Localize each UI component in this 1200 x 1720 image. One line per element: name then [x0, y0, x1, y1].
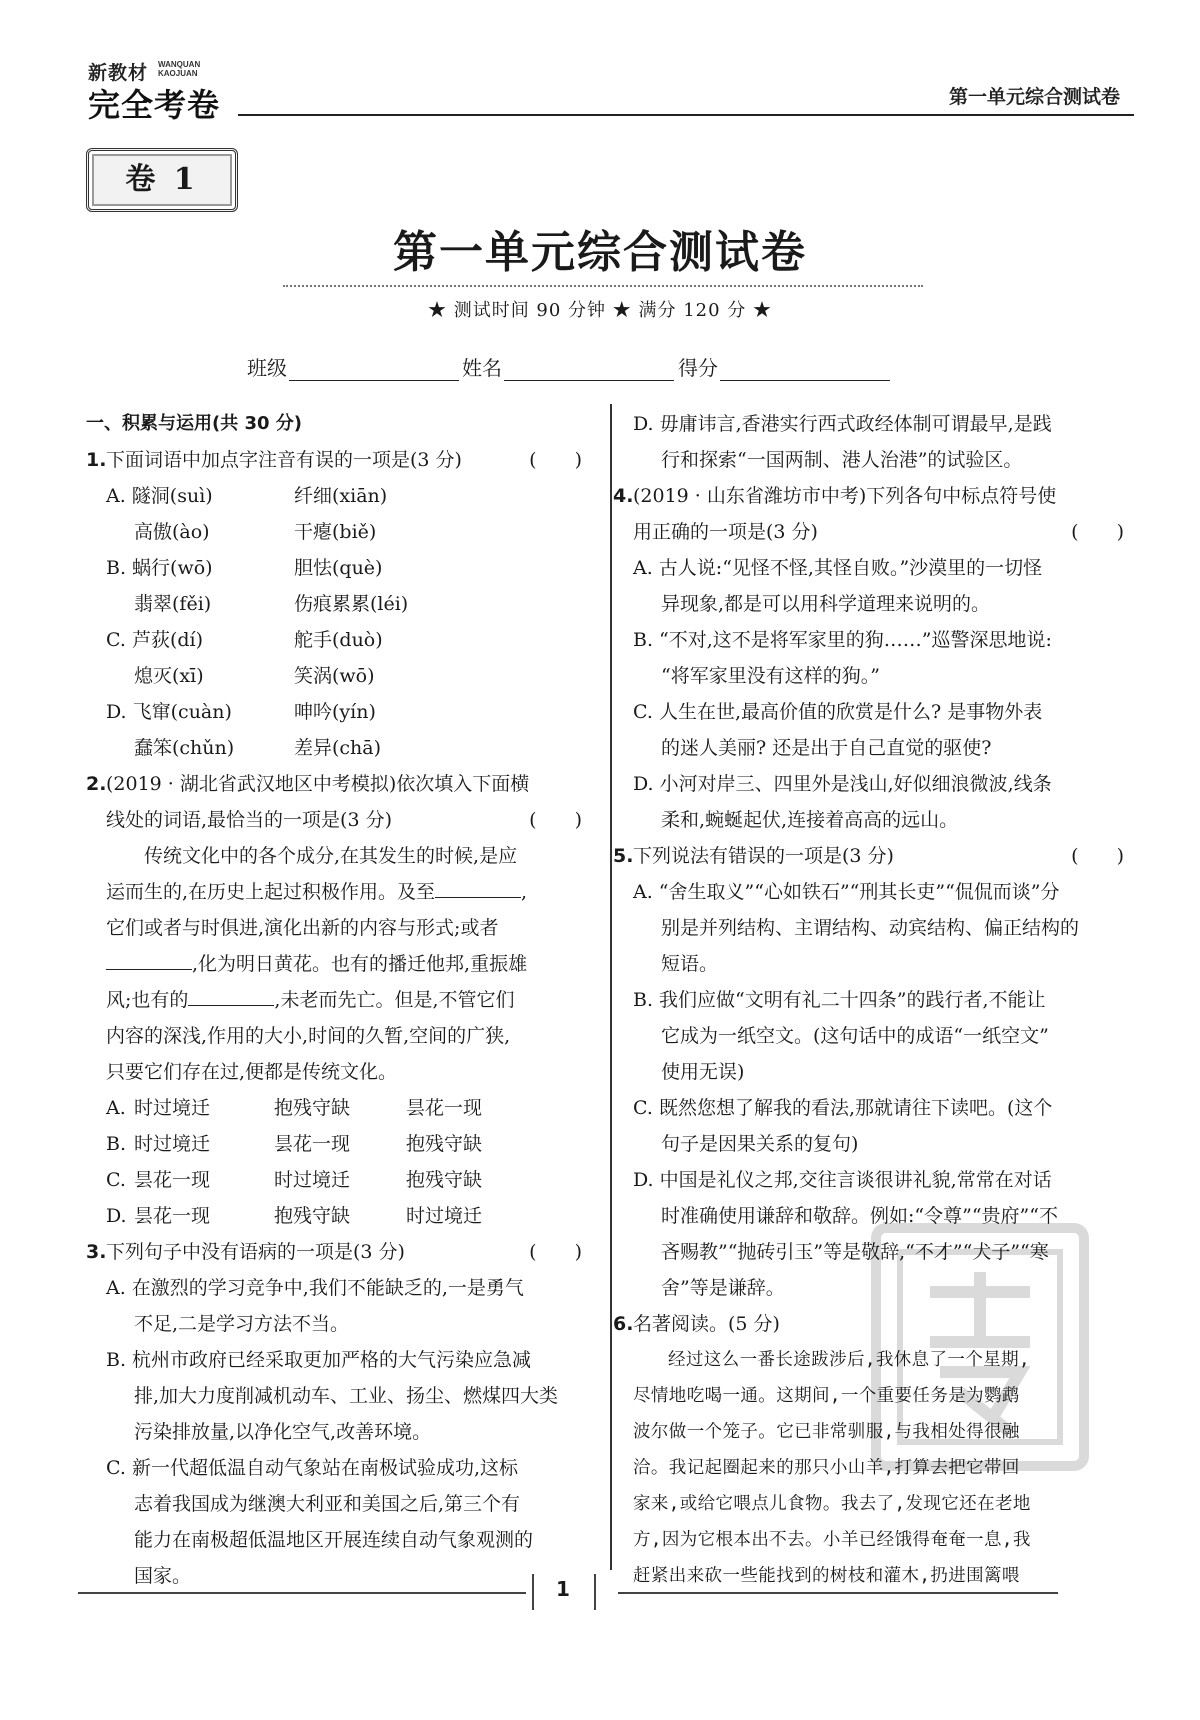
footer-rule-left	[78, 1592, 526, 1594]
passage-line: 它们或者与时俱进,演化出新的内容与形式;或者	[106, 917, 499, 939]
option-line: 的迷人美丽? 还是出于自己直觉的驱使?	[661, 737, 992, 759]
question-number: 5.	[613, 845, 634, 867]
header-page-title: 第一单元综合测试卷	[948, 86, 1120, 108]
option-line: 国家。	[134, 1565, 192, 1587]
option-word-1: 时过境迁	[134, 1097, 211, 1119]
question-1	[86, 442, 586, 766]
option-a[interactable]	[633, 874, 1128, 982]
class-field[interactable]	[247, 352, 459, 381]
option-line: 时准确使用谦辞和敬辞。例如:“令尊”“贵府”“不	[661, 1205, 1058, 1227]
passage-line: 运而生的,在历史上起过积极作用。及至 ,	[106, 874, 586, 910]
question-3	[86, 1234, 586, 1594]
option-word-1: 昙花一现	[134, 1205, 211, 1227]
option-word-2: 抱残守缺	[274, 1097, 351, 1119]
passage-line: 内容的深浅,作用的大小,时间的久暂,空间的广狭,	[106, 1025, 511, 1047]
question-number: 4.	[613, 485, 634, 507]
option-d-word-2: 呻吟(yín)	[294, 701, 376, 723]
title-divider	[283, 285, 923, 287]
passage-line: 只要它们存在过,便都是传统文化。	[106, 1061, 398, 1083]
option-line: D. 毋庸讳言,香港实行西式政经体制可谓最早,是践	[633, 413, 1052, 435]
answer-bracket[interactable]: ( )	[1071, 521, 1124, 543]
question-2	[86, 766, 586, 1234]
option-word-3: 抱残守缺	[406, 1133, 483, 1155]
passage-line: 赶紧出来砍一些能找到的树枝和灌木,扔进围篱喂	[633, 1566, 1020, 1586]
passage-text: 运而生的,在历史上起过积极作用。及至	[106, 881, 436, 903]
page-number-bracket-right	[594, 1574, 596, 1610]
passage-line	[106, 982, 586, 1018]
option-d[interactable]	[106, 1198, 586, 1234]
passage-text: 风;也有的	[106, 989, 189, 1011]
option-key: B.	[106, 1133, 127, 1155]
brand-pinyin	[158, 60, 200, 78]
option-b-word-2: 胆怯(què)	[294, 557, 383, 579]
name-field[interactable]	[462, 352, 674, 381]
option-row	[106, 622, 586, 658]
option-line: A. 古人说:“见怪不怪,其怪自败。”沙漠里的一切怪	[633, 557, 1043, 579]
passage-line: 经过这么一番长途跋涉后,我休息了一个星期,	[668, 1350, 1030, 1370]
option-d-word-3: 蠢笨(chǔn)	[134, 737, 235, 759]
option-row	[106, 694, 586, 730]
option-c[interactable]	[106, 1162, 586, 1198]
option-c[interactable]	[633, 1090, 1128, 1162]
option-row	[106, 550, 586, 586]
right-column	[613, 406, 1128, 1594]
option-word-1: 时过境迁	[134, 1133, 211, 1155]
answer-bracket[interactable]: ( )	[1071, 845, 1124, 867]
passage-text: ,未老而先亡。但是,不管它们	[274, 989, 515, 1011]
option-a-word-3: 高傲(ào)	[134, 521, 210, 543]
option-word-1: 昙花一现	[134, 1169, 211, 1191]
passage-line: 洽。我记起圈起来的那只小山羊,打算去把它带回	[633, 1458, 1020, 1478]
option-line: D. 小河对岸三、四里外是浅山,好似细浪微波,线条	[633, 773, 1052, 795]
passage-line: 波尔做一个笼子。它已非常驯服,与我相处得很融	[633, 1422, 1020, 1442]
option-line: B. 杭州市政府已经采取更加严格的大气污染应急减	[106, 1349, 532, 1371]
passage-line: 家来,或给它喂点儿食物。我去了,发现它还在老地	[633, 1494, 1031, 1514]
question-4	[613, 478, 1128, 838]
passage-line: 传统文化中的各个成分,在其发生的时候,是应	[144, 845, 518, 867]
option-c-word-2: 舵手(duò)	[294, 629, 383, 651]
option-line: 它成为一纸空文。(这句话中的成语“一纸空文”	[661, 1025, 1049, 1047]
question-4-stem	[613, 478, 1128, 514]
name-blank[interactable]	[504, 359, 674, 381]
fill-blank-2[interactable]	[106, 948, 192, 970]
header-rule	[238, 114, 1134, 116]
question-3-stem	[86, 1234, 586, 1270]
question-5-stem	[613, 838, 1128, 874]
question-text: 下列说法有错误的一项是(3 分)	[633, 845, 894, 867]
passage-line	[106, 946, 586, 982]
option-a[interactable]	[106, 1270, 586, 1342]
brand-pinyin-2: KAOJUAN	[158, 69, 198, 78]
option-line: 能力在南极超低温地区开展连续自动气象观测的	[134, 1529, 534, 1551]
question-text: (2019 · 湖北省武汉地区中考模拟)依次填入下面横	[106, 773, 530, 795]
option-line: 短语。	[661, 953, 719, 975]
option-line: 行和探索“一国两制、港人治港”的试验区。	[661, 449, 1023, 471]
passage-line: 方,因为它根本出不去。小羊已经饿得奄奄一息,我	[633, 1530, 1031, 1550]
option-b-word-3: 翡翠(fěi)	[134, 593, 212, 615]
student-info-row	[0, 352, 1200, 384]
class-label: 班级	[247, 356, 287, 380]
option-line: 志着我国成为继澳大利亚和美国之后,第三个有	[134, 1493, 521, 1515]
question-6	[613, 1306, 1128, 1594]
option-row	[106, 730, 586, 766]
answer-bracket[interactable]: ( )	[529, 449, 582, 471]
footer-rule-right	[618, 1592, 1058, 1594]
option-d[interactable]	[633, 766, 1128, 838]
page-number: 1	[556, 1577, 570, 1601]
option-word-2: 时过境迁	[274, 1169, 351, 1191]
fill-blank-3[interactable]	[188, 984, 274, 1006]
question-2-stem-cont	[86, 802, 586, 838]
option-line: A. 在激烈的学习竞争中,我们不能缺乏的,一是勇气	[106, 1277, 524, 1299]
option-line: B. “不对,这不是将军家里的狗……”巡警深思地说:	[633, 629, 1052, 651]
question-text: 下列句子中没有语病的一项是(3 分)	[106, 1241, 405, 1263]
option-key: A.	[106, 1097, 126, 1119]
page-title: 第一单元综合测试卷	[393, 227, 807, 278]
question-5	[613, 838, 1128, 1306]
option-line: 吝赐教”“抛砖引玉”等是敬辞,“不才”“犬子”“寒	[661, 1241, 1049, 1263]
name-label: 姓名	[462, 356, 502, 380]
option-a-word-4: 干瘪(biě)	[294, 521, 377, 543]
option-b[interactable]	[633, 622, 1128, 694]
option-row	[106, 514, 586, 550]
option-word-3: 抱残守缺	[406, 1169, 483, 1191]
option-line: 异现象,都是可以用科学道理来说明的。	[661, 593, 991, 615]
option-b[interactable]	[106, 1126, 586, 1162]
class-blank[interactable]	[289, 359, 459, 381]
brand-small-text: 新教材	[88, 62, 149, 84]
option-key: D.	[106, 1205, 127, 1227]
question-number: 3.	[86, 1241, 107, 1263]
question-text: 线处的词语,最恰当的一项是(3 分)	[106, 809, 392, 831]
option-line: “将军家里没有这样的狗。”	[661, 665, 880, 687]
left-column	[86, 406, 586, 1594]
answer-bracket[interactable]: ( )	[529, 809, 582, 831]
option-line: B. 我们应做“文明有礼二十四条”的践行者,不能让	[633, 989, 1046, 1011]
question-text: 用正确的一项是(3 分)	[633, 521, 818, 543]
option-word-2: 抱残守缺	[274, 1205, 351, 1227]
option-c-word-3: 熄灭(xī)	[134, 665, 204, 687]
option-line: 不足,二是学习方法不当。	[134, 1313, 350, 1335]
option-c-word-4: 笑涡(wō)	[294, 665, 375, 687]
volume-label: 卷 1	[125, 162, 199, 197]
question-6-stem	[613, 1306, 1128, 1342]
option-c[interactable]	[633, 694, 1128, 766]
question-text: (2019 · 山东省潍坊市中考)下列各句中标点符号使	[633, 485, 1057, 507]
option-line: A. “舍生取义”“心如铁石”“刑其长吏”“侃侃而谈”分	[633, 881, 1060, 903]
question-number: 1.	[86, 449, 107, 471]
option-word-2: 昙花一现	[274, 1133, 351, 1155]
option-b-word-1: B. 蜗行(wō)	[106, 557, 213, 579]
score-blank[interactable]	[720, 359, 890, 381]
option-row	[106, 478, 586, 514]
option-line: 柔和,蜿蜒起伏,连接着高高的远山。	[661, 809, 959, 831]
question-text: 名著阅读。(5 分)	[633, 1313, 780, 1335]
option-line: D. 中国是礼仪之邦,交往言谈很讲礼貌,常常在对话	[633, 1169, 1052, 1191]
question-number: 6.	[613, 1313, 634, 1335]
option-b-word-4: 伤痕累累(léi)	[294, 593, 409, 615]
option-word-3: 时过境迁	[406, 1205, 483, 1227]
option-b[interactable]	[106, 1342, 586, 1450]
column-divider	[610, 404, 612, 1570]
option-line: C. 新一代超低温自动气象站在南极试验成功,这标	[106, 1457, 518, 1479]
brand-big-text: 完全考卷	[88, 86, 221, 124]
section-heading: 一、积累与运用(共 30 分)	[86, 413, 303, 434]
option-line: 污染排放量,以净化空气,改善环境。	[134, 1421, 432, 1443]
question-text: 下面词语中加点字注音有误的一项是(3 分)	[106, 449, 462, 471]
question-1-stem	[86, 442, 586, 478]
option-line: 排,加大力度削减机动车、工业、扬尘、燃煤四大类	[134, 1385, 559, 1407]
option-d[interactable]	[633, 1162, 1128, 1306]
option-line: C. 人生在世,最高价值的欣赏是什么? 是事物外表	[633, 701, 1043, 723]
option-line: 句子是因果关系的复句)	[661, 1133, 859, 1155]
fill-blank-1[interactable]	[435, 876, 521, 898]
passage-text: ,化为明日黄花。也有的播迁他邦,重振雄	[192, 953, 528, 975]
option-a[interactable]	[633, 550, 1128, 622]
question-number: 2.	[86, 773, 107, 795]
option-a-word-2: 纤细(xiān)	[294, 485, 388, 507]
option-word-3: 昙花一现	[406, 1097, 483, 1119]
option-b[interactable]	[633, 982, 1128, 1090]
option-a-word-1: A. 隧洞(suì)	[106, 485, 213, 507]
score-field[interactable]	[678, 352, 890, 381]
option-d-word-4: 差异(chā)	[294, 737, 382, 759]
volume-badge	[86, 148, 238, 212]
question-4-stem-cont	[613, 514, 1128, 550]
q3-option-d[interactable]	[633, 406, 1128, 478]
score-label: 得分	[678, 356, 718, 380]
option-a[interactable]	[106, 1090, 586, 1126]
option-key: C.	[106, 1169, 126, 1191]
option-row	[106, 586, 586, 622]
option-line: 别是并列结构、主谓结构、动宾结构、偏正结构的	[661, 917, 1080, 939]
brand-logo	[88, 58, 238, 124]
option-d-word-1: D. 飞窜(cuàn)	[106, 701, 232, 723]
option-line: 舍”等是谦辞。	[661, 1277, 785, 1299]
test-meta: ★ 测试时间 90 分钟 ★ 满分 120 分 ★	[427, 300, 773, 321]
answer-bracket[interactable]: ( )	[529, 1241, 582, 1263]
option-c[interactable]	[106, 1450, 586, 1594]
option-line: C. 既然您想了解我的看法,那就请往下读吧。(这个	[633, 1097, 1053, 1119]
brand-pinyin-1: WANQUAN	[158, 60, 201, 69]
option-row	[106, 658, 586, 694]
option-line: 使用无误)	[661, 1061, 745, 1083]
option-c-word-1: C. 芦荻(dí)	[106, 629, 204, 651]
question-2-stem	[86, 766, 586, 802]
passage-line: 尽情地吃喝一通。这期间,一个重要任务是为鹦鹉	[633, 1386, 1020, 1406]
